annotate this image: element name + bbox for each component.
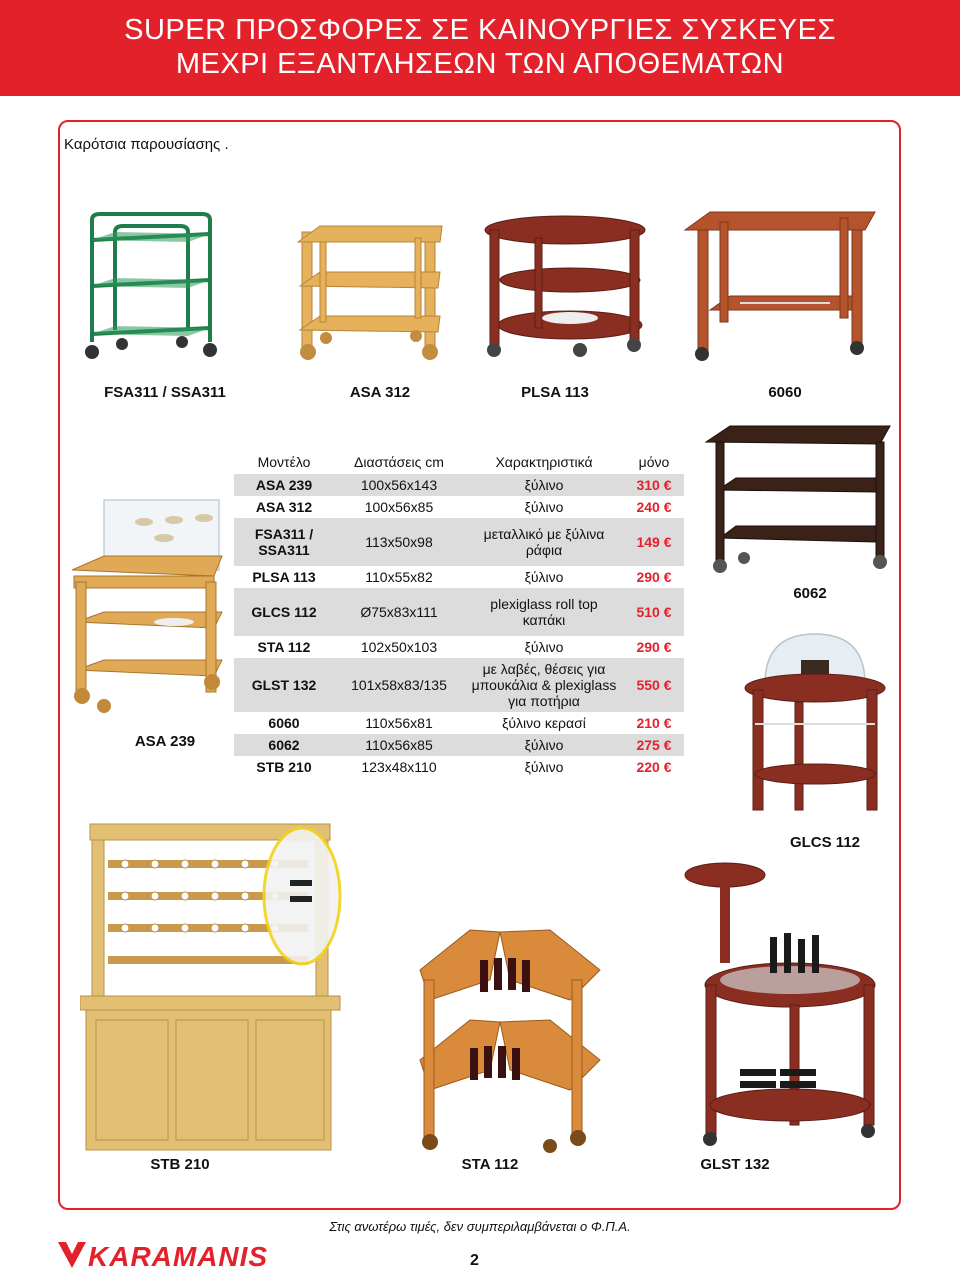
cell-dims: 100x56x143 <box>334 474 464 496</box>
karamanis-logo <box>58 1240 298 1270</box>
cell-dims: 113x50x98 <box>334 518 464 566</box>
cell-feat: με λαβές, θέσεις για μπουκάλια & plexiglass για ποτήρια <box>464 658 624 712</box>
cell-model: STA 112 <box>257 639 311 655</box>
caption-sta112: STA 112 <box>461 1156 519 1173</box>
cell-dims: 110x56x81 <box>365 715 433 731</box>
header-price: μόνο <box>638 454 670 470</box>
product-image-stb210 <box>80 816 350 1156</box>
page-number: 2 <box>470 1252 479 1269</box>
cell-feat: plexiglass roll top καπάκι <box>464 588 624 636</box>
product-image-asa239 <box>64 492 234 717</box>
cell-dims: Ø75x83x111 <box>334 588 464 636</box>
price-table <box>234 450 684 778</box>
caption-fsa311: FSA311 / SSA311 <box>104 384 226 401</box>
cell-dims: 101x58x83/135 <box>334 658 464 712</box>
header-model: Μοντέλο <box>257 454 311 470</box>
cell-feat: ξύλινο κερασί <box>502 715 586 731</box>
caption-asa312: ASA 312 <box>349 384 411 401</box>
table-row <box>234 566 684 588</box>
cell-price: 290 € <box>636 639 672 655</box>
cell-price: 290 € <box>636 569 672 585</box>
cell-model: FSA311 / SSA311 <box>234 518 334 566</box>
cell-feat: ξύλινο <box>464 474 624 496</box>
cell-dims: 123x48x110 <box>361 759 437 775</box>
cell-price: 210 € <box>636 715 672 731</box>
caption-6062: 6062 <box>793 585 827 602</box>
product-image-sta112 <box>400 920 610 1155</box>
cell-model: GLCS 112 <box>234 588 334 636</box>
table-row <box>234 636 684 658</box>
cell-feat: ξύλινο <box>524 639 564 655</box>
product-image-plsa113 <box>480 210 650 360</box>
cell-model: 6060 <box>268 715 300 731</box>
table-row <box>234 658 684 712</box>
caption-6060: 6060 <box>768 384 802 401</box>
banner-line-2: ΜΕΧΡΙ ΕΞΑΝΤΛΗΣΕΩΝ ΤΩΝ ΑΠΟΘΕΜΑΤΩΝ <box>175 48 785 80</box>
table-row <box>234 474 684 496</box>
table-row <box>234 518 684 566</box>
table-row <box>234 496 684 518</box>
banner-line-1: SUPER ΠΡΟΣΦΟΡΕΣ ΣΕ ΚΑΙΝΟΥΡΓΙΕΣ ΣΥΣΚΕΥΕΣ <box>124 14 836 46</box>
cell-model: 6062 <box>234 734 334 756</box>
cell-feat: ξύλινο <box>524 569 564 585</box>
cell-feat: ξύλινο <box>464 734 624 756</box>
caption-plsa113: PLSA 113 <box>521 384 589 401</box>
table-row <box>234 756 684 778</box>
table-row <box>234 588 684 636</box>
cell-model: ASA 239 <box>234 474 334 496</box>
cell-price: 550 € <box>624 658 684 712</box>
cell-model: GLST 132 <box>234 658 334 712</box>
logo-text: KARAMANIS <box>88 1241 269 1270</box>
section-title: Καρότσια παρουσίασης . <box>64 136 229 153</box>
cell-dims: 100x56x85 <box>364 499 434 515</box>
product-image-6062 <box>700 420 895 580</box>
caption-glst132: GLST 132 <box>700 1156 770 1173</box>
product-image-asa312 <box>290 212 450 362</box>
product-image-glcs112 <box>735 624 895 824</box>
cell-feat: ξύλινο <box>524 759 564 775</box>
cell-model: PLSA 113 <box>252 569 316 585</box>
promo-banner <box>0 0 960 96</box>
cell-price: 510 € <box>624 588 684 636</box>
caption-stb210: STB 210 <box>150 1156 210 1173</box>
header-features: Χαρακτηριστικά <box>495 454 593 470</box>
caption-asa239: ASA 239 <box>134 733 196 750</box>
product-image-fsa311 <box>70 212 235 362</box>
product-image-glst132 <box>680 855 880 1155</box>
cell-price: 275 € <box>624 734 684 756</box>
cell-model: STB 210 <box>256 759 312 775</box>
cell-model: ASA 312 <box>255 499 313 515</box>
table-row <box>234 734 684 756</box>
cell-price: 240 € <box>636 499 672 515</box>
cell-price: 310 € <box>624 474 684 496</box>
table-row <box>234 712 684 734</box>
caption-glcs112: GLCS 112 <box>789 834 861 851</box>
cell-price: 149 € <box>624 518 684 566</box>
cell-dims: 102x50x103 <box>360 639 438 655</box>
cell-dims: 110x55x82 <box>365 569 433 585</box>
vat-footnote: Στις ανωτέρω τιμές, δεν συμπεριλαμβάνεται ο Φ.Π.Α. <box>329 1219 631 1234</box>
product-image-6060 <box>680 208 880 363</box>
cell-feat: μεταλλικό με ξύλινα ράφια <box>464 518 624 566</box>
table-header-row <box>234 450 684 474</box>
cell-dims: 110x56x85 <box>334 734 464 756</box>
header-dimensions: Διαστάσεις cm <box>354 454 444 470</box>
cell-price: 220 € <box>636 759 672 775</box>
cell-feat: ξύλινο <box>524 499 564 515</box>
